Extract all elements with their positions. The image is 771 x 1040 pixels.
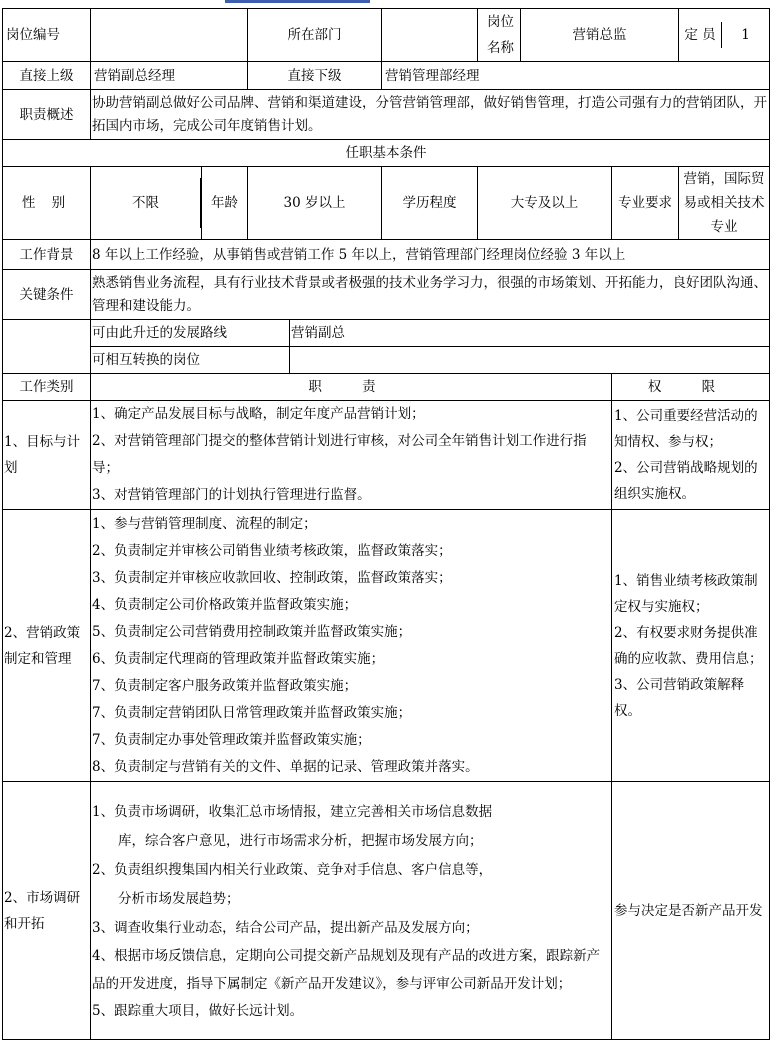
duty-item: 8、负责制定与营销有关的文件、单据的记录、管理政策并落实。 <box>92 758 479 775</box>
quota-label: 定 员 <box>679 22 722 48</box>
duty-item: 5、跟踪重大项目，做好长远计划。 <box>92 1002 304 1019</box>
duty-item: 6、负责制定代理商的管理政策并监督政策实施； <box>92 650 385 667</box>
authority-item: 2、公司营销战略规划的组织实施权。 <box>614 460 758 502</box>
background-value: 8 年以上工作经验，从事销售或营销工作 5 年以上，营销管理部门经理岗位经验 3 年以上 <box>91 240 770 270</box>
key-label: 关键条件 <box>3 270 91 320</box>
age-label: 年龄 <box>202 167 248 240</box>
row-basic-requirements <box>3 167 770 240</box>
row-rotation <box>3 347 770 374</box>
duty-item: 1、参与营销管理制度、流程的制定； <box>92 515 317 532</box>
post-name-label: 岗位名称 <box>478 9 521 62</box>
rotation-label: 可相互转换的岗位 <box>91 347 290 374</box>
row-summary <box>3 90 770 140</box>
post-name-value: 营销总监 <box>521 9 679 62</box>
row-promotion <box>3 320 770 347</box>
authority-item: 3、公司营销政策解释权。 <box>614 676 745 719</box>
section-category: 2、市场调研和开拓 <box>3 782 91 1040</box>
quota-cell <box>679 22 769 48</box>
duty-item: 1、确定产品发展目标与战略，制定年度产品营销计划； <box>92 406 425 422</box>
section-category: 1、目标与计划 <box>3 401 91 510</box>
row-column-headings <box>3 374 770 401</box>
duty-item: 2、对营销管理部门提交的整体营销计划进行审核，对公司全年销售计划工作进行指导； <box>92 433 587 476</box>
row-key-conditions <box>3 270 770 320</box>
duty-item: 3、对营销管理部门的计划执行管理进行监督。 <box>92 487 371 503</box>
promotion-value: 营销副总 <box>290 320 770 347</box>
authority-heading: 权 限 <box>612 374 770 401</box>
rotation-value <box>290 347 770 374</box>
category-heading: 工作类别 <box>3 374 91 401</box>
gender-value: 不限 <box>91 178 201 228</box>
duty-item: 5、负责制定公司营销费用控制政策并监督政策实施； <box>92 623 412 640</box>
age-value: 30 岁以上 <box>248 167 382 240</box>
authority-item: 1、公司重要经营活动的知情权、参与权； <box>614 408 758 450</box>
post-no-value <box>91 9 248 62</box>
duty-item: 分析市场发展趋势； <box>118 890 240 907</box>
duty-item: 7、负责制定客户服务政策并监督政策实施； <box>92 677 358 694</box>
authority-item: 2、有权要求财务提供准确的应收款、费用信息； <box>614 624 763 667</box>
duty-item: 1、负责市场调研，收集汇总市场情报，建立完善相关市场信息数据 <box>92 803 493 820</box>
major-label: 专业要求 <box>612 167 679 240</box>
duty-item: 4、根据市场反馈信息，定期向公司提交新产品规划及现有产品的改进方案，跟踪新产品的开发进度，指导下属制定《新产品开发建议》，参与评审公司新品开发计划； <box>92 947 601 992</box>
gender-label: 性 别 <box>3 167 91 240</box>
duty-item: 2、负责组织搜集国内相关行业政策、竞争对手信息、客户信息等， <box>92 861 493 878</box>
subordinate-label: 直接下级 <box>248 62 382 90</box>
duty-heading: 职 责 <box>91 374 612 401</box>
row-reporting <box>3 62 770 90</box>
section-row <box>3 510 770 782</box>
promotion-label: 可由此升迁的发展路线 <box>91 320 290 347</box>
major-value: 营销，国际贸易或相关技术专业 <box>679 167 770 240</box>
subordinate-value: 营销管理部经理 <box>382 62 770 90</box>
key-value: 熟悉销售业务流程，具有行业技术背景或者极强的技术业务学习力，很强的市场策划、开拓能力，良好团队沟通、管理和建设能力。 <box>91 270 770 320</box>
row-work-background <box>3 240 770 270</box>
row-post-info <box>3 9 770 62</box>
duty-item: 3、负责制定并审核应收款回收、控制政策，监督政策落实； <box>92 569 452 586</box>
dept-value <box>382 9 478 62</box>
job-description-table <box>2 8 770 1040</box>
gender-age-cell <box>91 178 201 228</box>
authority-item: 1、销售业绩考核政策制定权与实施权； <box>614 572 758 615</box>
background-label: 工作背景 <box>3 240 91 270</box>
requirements-title: 任职基本条件 <box>3 140 770 167</box>
row-requirements-title <box>3 140 770 167</box>
quota-value: 1 <box>741 27 750 43</box>
section-row <box>3 782 770 1040</box>
duty-item: 7、负责制定营销团队日常管理政策并监督政策实施； <box>92 704 412 721</box>
duty-item: 2、负责制定并审核公司销售业绩考核政策，监督政策落实； <box>92 542 452 559</box>
top-link-line <box>225 0 370 3</box>
post-no-label: 岗位编号 <box>3 9 91 62</box>
summary-text: 协助营销副总做好公司品牌、营销和渠道建设，分管营销管理部，做好销售管理，打造公司强有力的营销团队，开拓国内市场，完成公司年度销售计划。 <box>91 90 770 140</box>
superior-value: 营销副总经理 <box>91 62 248 90</box>
dept-label: 所在部门 <box>248 9 382 62</box>
authority-item: 参与决定是否新产品开发 <box>614 902 763 919</box>
superior-label: 直接上级 <box>3 62 91 90</box>
edu-label: 学历程度 <box>382 167 478 240</box>
section-row <box>3 401 770 510</box>
duty-item: 3、调查收集行业动态，结合公司产品，提出新产品及发展方向； <box>92 919 479 936</box>
duty-item: 4、负责制定公司价格政策并监督政策实施； <box>92 596 358 613</box>
section-category: 2、营销政策制定和管理 <box>3 510 91 782</box>
duty-item: 7、负责制定办事处管理政策并监督政策实施； <box>92 731 371 748</box>
summary-label: 职责概述 <box>3 90 91 140</box>
duty-item: 库，综合客户意见，进行市场需求分析，把握市场发展方向； <box>118 832 483 849</box>
edu-value: 大专及以上 <box>478 167 612 240</box>
